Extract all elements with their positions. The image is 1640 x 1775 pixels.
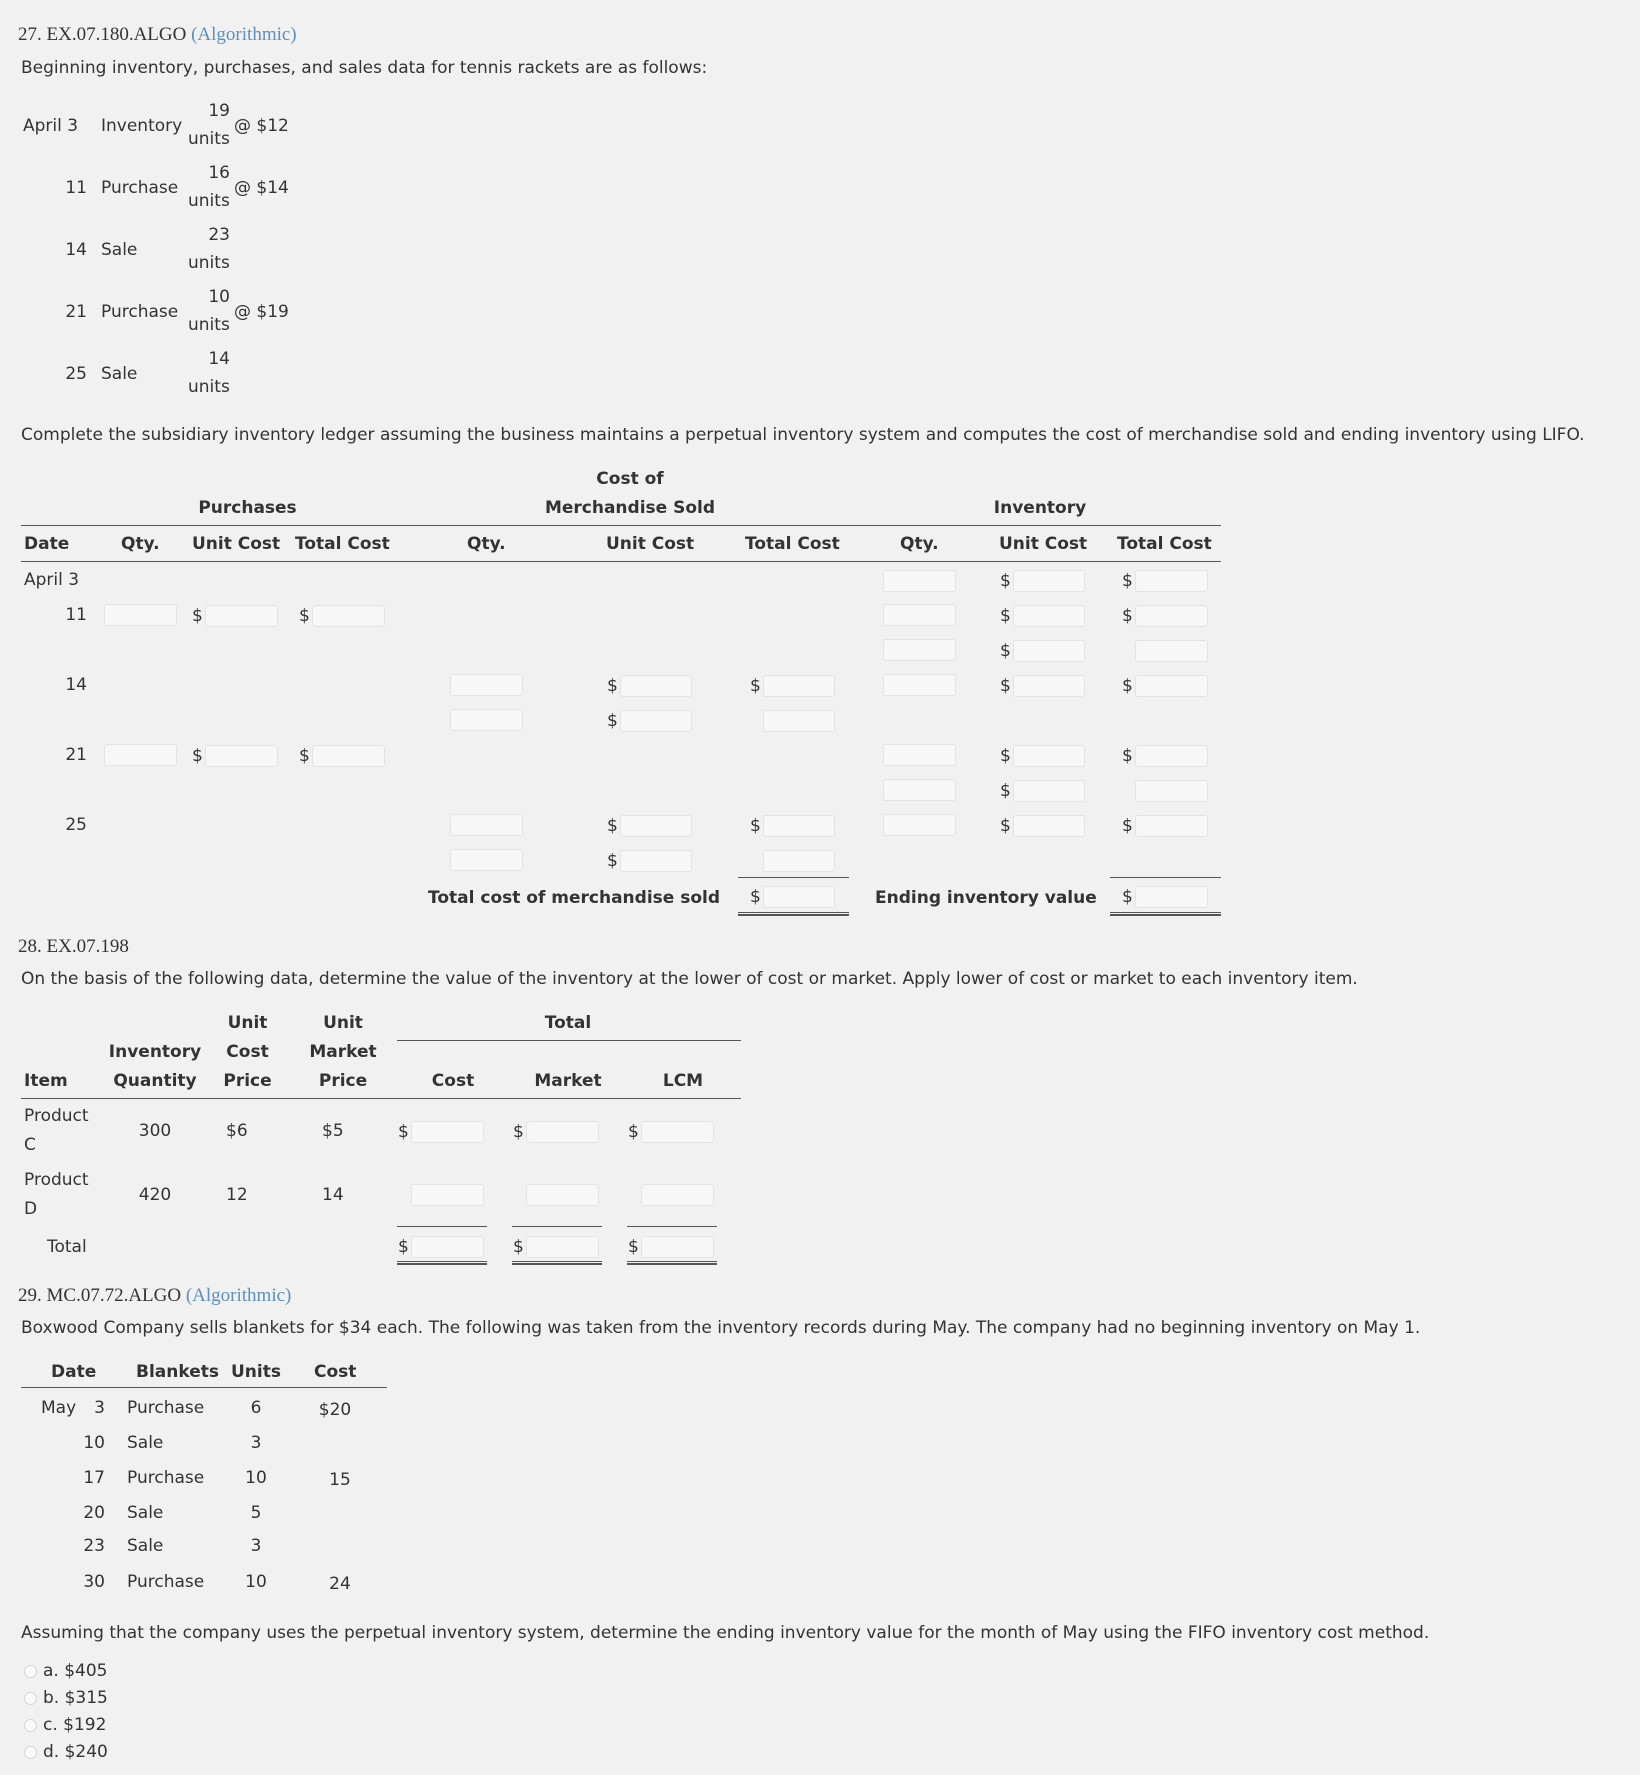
- option-c-radio[interactable]: [24, 1719, 37, 1732]
- ledger-cogs-unit-cost-input[interactable]: [620, 675, 692, 697]
- option-a-radio[interactable]: [24, 1665, 37, 1678]
- ledger-inv-qty-input[interactable]: [883, 639, 956, 661]
- q27-data-qty: 16: [208, 163, 230, 183]
- q27-data-date: 21: [65, 302, 87, 322]
- lcm-total-rule: [397, 1040, 741, 1041]
- ledger-cogs-total-cost-input[interactable]: [763, 675, 835, 697]
- lcm-qty: 300: [138, 1121, 172, 1141]
- q27-data-date: 11: [65, 178, 87, 198]
- q27-data-price: @ $14: [234, 178, 289, 198]
- q27-data-date: April 3: [23, 116, 79, 136]
- lcm-lcm-input[interactable]: [641, 1184, 714, 1206]
- ledger-cogs-unit-cost-input[interactable]: [620, 850, 692, 872]
- dollar-sign: $: [1122, 816, 1133, 836]
- ledger-date: April 3: [24, 570, 80, 590]
- q27-instruction: Complete the subsidiary inventory ledger assuming the business maintains a perpetual inventory system and computes the cost of merchandise sold and ending inventory using LIFO.: [21, 425, 1585, 445]
- q29-day: 10: [83, 1433, 105, 1453]
- lcm-col-cost: Cost: [431, 1071, 475, 1091]
- ledger-col-inv-unit-cost: Unit Cost: [999, 534, 1088, 554]
- q27-data-units: units: [188, 377, 230, 397]
- lcm-item-name: Product: [24, 1170, 89, 1190]
- cogs-total-rule: [738, 877, 849, 878]
- ledger-inv-qty-input[interactable]: [883, 814, 956, 836]
- dollar-sign: $: [750, 816, 761, 836]
- ledger-inv-unit-cost-input[interactable]: [1013, 815, 1085, 837]
- dollar-sign: $: [192, 606, 203, 626]
- ledger-date: 21: [65, 745, 87, 765]
- lcm-lcm-double-rule: [627, 1261, 717, 1265]
- dollar-sign: $: [299, 606, 310, 626]
- q29-question: Assuming that the company uses the perpetual inventory system, determine the ending inventory value for the month of May using the FIFO inventory cost method.: [21, 1623, 1430, 1643]
- lcm-lcm-input[interactable]: [641, 1121, 714, 1143]
- q27-data-type: Inventory: [101, 116, 183, 136]
- ledger-cogs-total-cost-input[interactable]: [763, 815, 835, 837]
- ledger-inv-qty-input[interactable]: [883, 779, 956, 801]
- dollar-sign: $: [1000, 676, 1011, 696]
- q29-number: 29. MC.07.72.ALGO: [18, 1285, 182, 1306]
- ledger-col-inv-total-cost: Total Cost: [1117, 534, 1212, 554]
- dollar-sign: $: [607, 676, 618, 696]
- ledger-header-rule: [21, 525, 1221, 526]
- q29-day: 30: [83, 1572, 105, 1592]
- ending-inventory-label: Ending inventory value: [875, 888, 1097, 908]
- dollar-sign: $: [607, 816, 618, 836]
- lcm-unit-market: 14: [322, 1185, 344, 1205]
- q29-intro: Boxwood Company sells blankets for $34 each. The following was taken from the inventory records during May. The company had no beginning inventory on May 1.: [21, 1318, 1421, 1338]
- ledger-cogs-unit-cost-input[interactable]: [620, 815, 692, 837]
- ledger-inv-unit-cost-input[interactable]: [1013, 675, 1085, 697]
- dollar-sign: $: [1122, 676, 1133, 696]
- option-a-label[interactable]: a. $405: [43, 1661, 108, 1681]
- q28-instruction: On the basis of the following data, determine the value of the inventory at the lower of cost or market. Apply lower of cost or market to each inventory item.: [21, 969, 1358, 989]
- q29-day: 20: [83, 1503, 105, 1523]
- ledger-col-purch-qty: Qty.: [121, 534, 160, 554]
- dollar-sign: $: [628, 1237, 639, 1257]
- q27-data-date: 14: [65, 240, 87, 260]
- q27-data-units: units: [188, 129, 230, 149]
- ledger-date: 14: [65, 675, 87, 695]
- lcm-col-unit-cost-line1: Unit: [227, 1013, 268, 1033]
- lcm-col-qty-line2: Quantity: [113, 1071, 197, 1091]
- q29-cost: 15: [329, 1470, 351, 1490]
- total-cogs-input[interactable]: [763, 886, 835, 908]
- ledger-purch-unit-cost-input[interactable]: [205, 605, 278, 627]
- q29-type: Sale: [127, 1433, 164, 1453]
- cogs-double-rule: [738, 912, 849, 916]
- q27-data-price: @ $12: [234, 116, 289, 136]
- q27-data-date: 25: [65, 364, 87, 384]
- ledger-inv-unit-cost-input[interactable]: [1013, 640, 1085, 662]
- inv-double-rule: [1110, 912, 1221, 916]
- ledger-col-cogs-qty: Qty.: [467, 534, 506, 554]
- dollar-sign: $: [1122, 746, 1133, 766]
- ledger-inv-qty-input[interactable]: [883, 570, 956, 592]
- ledger-col-inv-qty: Qty.: [900, 534, 939, 554]
- ledger-inv-qty-input[interactable]: [883, 744, 956, 766]
- ledger-inv-unit-cost-input[interactable]: [1013, 780, 1085, 802]
- q29-type: Purchase: [127, 1468, 205, 1488]
- lcm-col-unit-cost-line2: Cost: [226, 1042, 269, 1062]
- dollar-sign: $: [299, 746, 310, 766]
- ledger-group-inventory: Inventory: [993, 498, 1087, 518]
- q27-data-type: Sale: [101, 240, 138, 260]
- ledger-purch-total-cost-input[interactable]: [312, 745, 385, 767]
- ledger-col-purch-total-cost: Total Cost: [295, 534, 390, 554]
- ledger-purch-qty-input[interactable]: [104, 604, 177, 626]
- dollar-sign: $: [607, 711, 618, 731]
- q29-units: 3: [250, 1536, 262, 1556]
- q29-header-rule: [21, 1387, 387, 1388]
- ledger-cogs-qty-input[interactable]: [450, 709, 523, 731]
- lcm-unit-market: $5: [322, 1121, 344, 1141]
- lcm-cost-total-rule: [397, 1226, 487, 1227]
- q29-type: Purchase: [127, 1398, 205, 1418]
- lcm-market-total-rule: [512, 1226, 602, 1227]
- ledger-inv-total-cost-input[interactable]: [1135, 815, 1208, 837]
- q29-day: 23: [83, 1536, 105, 1556]
- ledger-purch-unit-cost-input[interactable]: [205, 745, 278, 767]
- lcm-total-label: Total: [47, 1237, 87, 1257]
- q29-units: 10: [245, 1468, 267, 1488]
- total-cogs-label: Total cost of merchandise sold: [428, 888, 721, 908]
- ledger-cogs-total-cost-input[interactable]: [763, 710, 835, 732]
- lcm-col-qty-line1: Inventory: [108, 1042, 202, 1062]
- dollar-sign: $: [513, 1122, 524, 1142]
- ledger-inv-total-cost-input[interactable]: [1135, 640, 1208, 662]
- dollar-sign: $: [628, 1122, 639, 1142]
- ledger-cogs-qty-input[interactable]: [450, 814, 523, 836]
- ledger-col-purch-unit-cost: Unit Cost: [192, 534, 281, 554]
- q27-data-units: units: [188, 315, 230, 335]
- lcm-item-code: D: [24, 1199, 38, 1219]
- ledger-inv-total-cost-input[interactable]: [1135, 780, 1208, 802]
- lcm-qty: 420: [138, 1185, 172, 1205]
- q29-title: [18, 1285, 291, 1307]
- ledger-cogs-unit-cost-input[interactable]: [620, 710, 692, 732]
- ledger-group-cogs-line2: Merchandise Sold: [544, 498, 716, 518]
- q29-col-blankets: Blankets: [136, 1362, 219, 1382]
- ending-inventory-input[interactable]: [1135, 886, 1208, 908]
- q27-title: [18, 24, 297, 46]
- q27-data-units: units: [188, 191, 230, 211]
- lcm-lcm-total-rule: [627, 1226, 717, 1227]
- ledger-inv-unit-cost-input[interactable]: [1013, 745, 1085, 767]
- q27-data-type: Purchase: [101, 302, 179, 322]
- ledger-col-date: Date: [24, 534, 70, 554]
- q29-month: May: [41, 1398, 77, 1418]
- ledger-inv-qty-input[interactable]: [883, 674, 956, 696]
- dollar-sign: $: [1000, 816, 1011, 836]
- q29-units: 10: [245, 1572, 267, 1592]
- q29-cost: $20: [318, 1400, 352, 1420]
- ledger-header-rule-bottom: [21, 561, 1221, 562]
- ledger-cogs-total-cost-input[interactable]: [763, 850, 835, 872]
- q29-col-date: Date: [51, 1362, 97, 1382]
- ledger-date: 25: [65, 815, 87, 835]
- dollar-sign: $: [192, 746, 203, 766]
- lcm-market-input[interactable]: [526, 1121, 599, 1143]
- q27-data-units: units: [188, 253, 230, 273]
- option-d-label[interactable]: d. $240: [43, 1742, 108, 1762]
- lcm-col-market: Market: [534, 1071, 602, 1091]
- dollar-sign: $: [1122, 571, 1133, 591]
- lcm-item-code: C: [24, 1135, 36, 1155]
- lcm-item-name: Product: [24, 1106, 89, 1126]
- lcm-total-market-input[interactable]: [526, 1236, 599, 1258]
- ledger-inv-qty-input[interactable]: [883, 604, 956, 626]
- lcm-col-item: Item: [24, 1071, 68, 1091]
- q29-type: Sale: [127, 1503, 164, 1523]
- q27-data-qty: 10: [208, 287, 230, 307]
- ledger-col-cogs-unit-cost: Unit Cost: [606, 534, 695, 554]
- ledger-purch-qty-input[interactable]: [104, 744, 177, 766]
- ledger-inv-total-cost-input[interactable]: [1135, 745, 1208, 767]
- q29-units: 6: [250, 1398, 262, 1418]
- dollar-sign: $: [607, 851, 618, 871]
- q27-data-qty: 19: [208, 101, 230, 121]
- ledger-inv-total-cost-input[interactable]: [1135, 570, 1208, 592]
- ledger-date: 11: [65, 605, 87, 625]
- q27-data-qty: 23: [208, 225, 230, 245]
- q27-data-type: Purchase: [101, 178, 179, 198]
- ledger-col-cogs-total-cost: Total Cost: [745, 534, 840, 554]
- dollar-sign: $: [1000, 781, 1011, 801]
- ledger-cogs-qty-input[interactable]: [450, 849, 523, 871]
- lcm-col-unit-cost-line3: Price: [223, 1071, 272, 1091]
- ledger-inv-unit-cost-input[interactable]: [1013, 570, 1085, 592]
- q29-type: Purchase: [127, 1572, 205, 1592]
- dollar-sign: $: [398, 1122, 409, 1142]
- ledger-inv-total-cost-input[interactable]: [1135, 605, 1208, 627]
- dollar-sign: $: [1000, 606, 1011, 626]
- q27-data-type: Sale: [101, 364, 138, 384]
- ledger-purch-total-cost-input[interactable]: [312, 605, 385, 627]
- q29-cost: 24: [329, 1574, 351, 1594]
- q29-type: Sale: [127, 1536, 164, 1556]
- q27-number: 27. EX.07.180.ALGO: [18, 24, 187, 45]
- dollar-sign: $: [750, 887, 761, 907]
- lcm-col-unit-market-line2: Market: [309, 1042, 377, 1062]
- q28-title: 28. EX.07.198: [18, 936, 129, 957]
- ledger-inv-total-cost-input[interactable]: [1135, 675, 1208, 697]
- q27-data-price: @ $19: [234, 302, 289, 322]
- dollar-sign: $: [1000, 746, 1011, 766]
- dollar-sign: $: [1000, 641, 1011, 661]
- q29-units: 5: [250, 1503, 262, 1523]
- dollar-sign: $: [1122, 887, 1133, 907]
- lcm-cost-input[interactable]: [411, 1121, 484, 1143]
- option-c-label[interactable]: c. $192: [43, 1715, 107, 1735]
- q29-algorithmic-tag: (Algorithmic): [185, 1285, 292, 1306]
- dollar-sign: $: [398, 1237, 409, 1257]
- option-b-label[interactable]: b. $315: [43, 1688, 108, 1708]
- q27-intro: Beginning inventory, purchases, and sales data for tennis rackets are as follows:: [21, 58, 708, 78]
- q29-col-units: Units: [231, 1362, 281, 1382]
- q29-day: 17: [83, 1468, 105, 1488]
- inv-total-rule: [1110, 877, 1221, 878]
- dollar-sign: $: [513, 1237, 524, 1257]
- q29-units: 3: [250, 1433, 262, 1453]
- option-d-radio[interactable]: [24, 1746, 37, 1759]
- q27-data-qty: 14: [208, 349, 230, 369]
- lcm-market-input[interactable]: [526, 1184, 599, 1206]
- lcm-total-lcm-input[interactable]: [641, 1236, 714, 1258]
- lcm-unit-cost: 12: [226, 1185, 248, 1205]
- lcm-col-unit-market-line3: Price: [318, 1071, 368, 1091]
- q29-col-cost: Cost: [314, 1362, 357, 1382]
- lcm-total-cost-input[interactable]: [411, 1236, 484, 1258]
- ledger-cogs-qty-input[interactable]: [450, 674, 523, 696]
- lcm-col-unit-market-line1: Unit: [323, 1013, 363, 1033]
- ledger-inv-unit-cost-input[interactable]: [1013, 605, 1085, 627]
- dollar-sign: $: [1122, 606, 1133, 626]
- lcm-cost-input[interactable]: [411, 1184, 484, 1206]
- lcm-unit-cost: $6: [226, 1121, 248, 1141]
- lcm-group-total: Total: [544, 1013, 592, 1033]
- lcm-header-rule: [21, 1098, 741, 1099]
- lcm-market-double-rule: [512, 1261, 602, 1265]
- ledger-group-cogs-line1: Cost of: [596, 469, 664, 489]
- lcm-col-lcm: LCM: [662, 1071, 704, 1091]
- dollar-sign: $: [750, 676, 761, 696]
- lcm-cost-double-rule: [397, 1261, 487, 1265]
- q27-algorithmic-tag: (Algorithmic): [191, 24, 297, 45]
- q29-day: 3: [94, 1398, 105, 1418]
- ledger-group-purchases: Purchases: [198, 498, 297, 518]
- dollar-sign: $: [1000, 571, 1011, 591]
- option-b-radio[interactable]: [24, 1692, 37, 1705]
